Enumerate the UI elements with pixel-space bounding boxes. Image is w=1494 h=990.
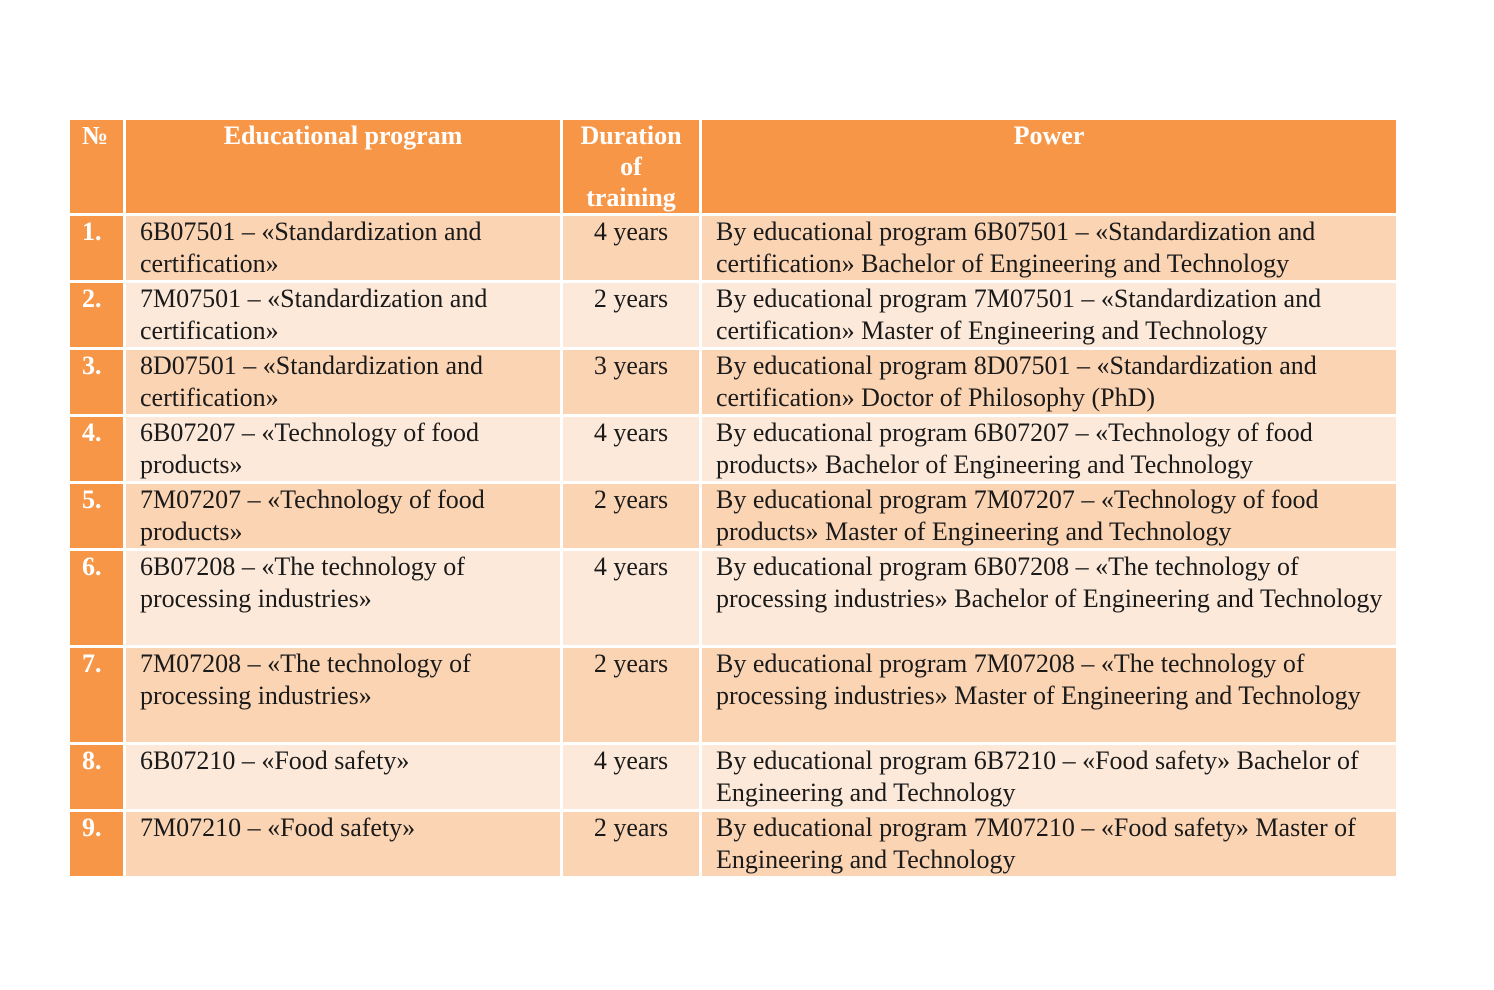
row-number: 8. (69, 744, 125, 811)
program-cell: 7M07208 – «The technology of processing industries» (125, 647, 562, 744)
program-cell: 8D07501 – «Standardization and certification» (125, 349, 562, 416)
table-row (69, 416, 1398, 483)
power-cell: By educational program 6B07208 – «The technology of processing industries» Bachelor of Engineering and Technology (701, 550, 1398, 647)
power-cell: By educational program 7M07208 – «The technology of processing industries» Master of Engineering and Technology (701, 647, 1398, 744)
duration-cell: 2 years (562, 647, 701, 744)
row-number: 4. (69, 416, 125, 483)
duration-cell: 2 years (562, 483, 701, 550)
duration-cell: 2 years (562, 811, 701, 878)
programs-table (67, 117, 1399, 879)
power-cell: By educational program 7M07501 – «Standardization and certification» Master of Engineering and Technology (701, 282, 1398, 349)
duration-cell: 4 years (562, 744, 701, 811)
header-power: Power (701, 119, 1398, 215)
power-cell: By educational program 8D07501 – «Standardization and certification» Doctor of Philosophy (PhD) (701, 349, 1398, 416)
power-cell: By educational program 6B7210 – «Food safety» Bachelor of Engineering and Technology (701, 744, 1398, 811)
power-cell: By educational program 6B07207 – «Technology of food products» Bachelor of Engineering and Technology (701, 416, 1398, 483)
header-row (69, 119, 1398, 215)
program-cell: 7M07207 – «Technology of food products» (125, 483, 562, 550)
table-row (69, 282, 1398, 349)
row-number: 3. (69, 349, 125, 416)
header-program: Educational program (125, 119, 562, 215)
power-cell: By educational program 7M07210 – «Food safety» Master of Engineering and Technology (701, 811, 1398, 878)
row-number: 9. (69, 811, 125, 878)
program-cell: 6B07501 – «Standardization and certification» (125, 215, 562, 282)
table-row (69, 744, 1398, 811)
table-row (69, 550, 1398, 647)
power-cell: By educational program 7M07207 – «Technology of food products» Master of Engineering and Technology (701, 483, 1398, 550)
duration-cell: 2 years (562, 282, 701, 349)
table-row (69, 349, 1398, 416)
program-cell: 7M07210 – «Food safety» (125, 811, 562, 878)
duration-cell: 4 years (562, 215, 701, 282)
row-number: 6. (69, 550, 125, 647)
table-row (69, 483, 1398, 550)
row-number: 1. (69, 215, 125, 282)
program-cell: 6B07210 – «Food safety» (125, 744, 562, 811)
power-cell: By educational program 6B07501 – «Standardization and certification» Bachelor of Engineering and Technology (701, 215, 1398, 282)
duration-cell: 4 years (562, 416, 701, 483)
program-cell: 7M07501 – «Standardization and certification» (125, 282, 562, 349)
program-cell: 6B07208 – «The technology of processing industries» (125, 550, 562, 647)
duration-cell: 3 years (562, 349, 701, 416)
row-number: 5. (69, 483, 125, 550)
row-number: 2. (69, 282, 125, 349)
table-row (69, 647, 1398, 744)
header-number: № (69, 119, 125, 215)
table-row (69, 215, 1398, 282)
duration-cell: 4 years (562, 550, 701, 647)
table-row (69, 811, 1398, 878)
row-number: 7. (69, 647, 125, 744)
header-duration: Duration of training (562, 119, 701, 215)
program-cell: 6B07207 – «Technology of food products» (125, 416, 562, 483)
